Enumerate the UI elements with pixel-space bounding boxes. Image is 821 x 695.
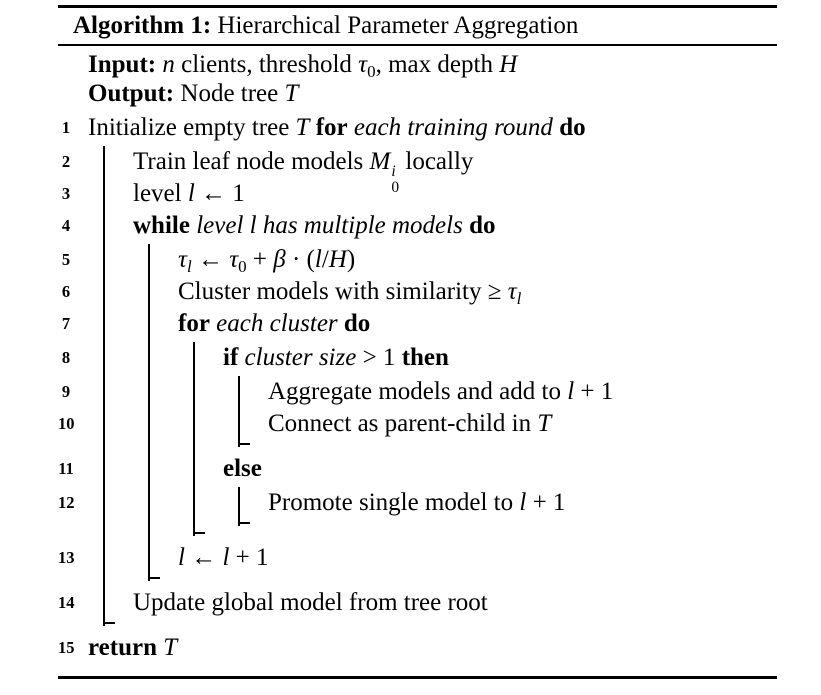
text-segment: if xyxy=(223,344,239,371)
algo-line-6 xyxy=(61,276,777,308)
line-number: 2 xyxy=(61,152,71,171)
text-segment: β xyxy=(273,246,286,273)
text-segment: Train leaf node models xyxy=(133,148,370,175)
algo-line-6-text xyxy=(178,278,522,308)
algo-line-4-text xyxy=(133,212,495,239)
algo-line-13 xyxy=(58,542,777,574)
algorithm-title xyxy=(58,8,777,44)
sup-sub-script: i 0 xyxy=(391,162,400,196)
text-segment: l xyxy=(314,246,322,273)
text-segment: else xyxy=(223,455,262,482)
algo-line-11-text xyxy=(223,455,262,482)
line-number: 9 xyxy=(61,382,71,401)
else-block xyxy=(58,487,777,526)
algo-line-12 xyxy=(58,487,777,519)
text-segment: ← xyxy=(191,246,230,273)
text-segment: + 1 xyxy=(229,544,269,571)
line-number: 4 xyxy=(61,216,71,235)
algo-line-14 xyxy=(58,587,777,619)
text-segment: Connect as parent-child in xyxy=(268,410,538,437)
text-segment: Algorithm 1: xyxy=(73,12,218,39)
text-segment: l xyxy=(186,256,192,276)
text-segment: , max depth xyxy=(375,51,500,78)
text-segment: + xyxy=(246,246,274,273)
algo-line-8-text xyxy=(223,344,449,371)
algo-line-3-text xyxy=(133,180,245,207)
algo-line-7 xyxy=(61,308,777,340)
text-segment: n xyxy=(162,51,175,78)
text-segment: T xyxy=(163,634,178,661)
for-round-block xyxy=(58,146,777,626)
text-segment: + 1 xyxy=(526,489,566,516)
text-segment: ← 1 xyxy=(194,180,245,207)
line-number: 3 xyxy=(61,184,71,203)
text-segment: locally xyxy=(399,148,474,175)
text-segment: then xyxy=(401,344,449,371)
line-number: 7 xyxy=(61,314,71,333)
text-segment: ← xyxy=(184,544,223,571)
text-segment: Initialize empty tree xyxy=(88,114,296,141)
while-block xyxy=(58,244,777,581)
line-number: 6 xyxy=(61,282,71,301)
input-line xyxy=(88,50,777,79)
algo-line-9-text xyxy=(268,378,613,405)
text-segment: l xyxy=(519,489,527,516)
algo-line-5 xyxy=(61,244,777,276)
text-segment: l xyxy=(187,180,195,207)
text-segment: do xyxy=(469,212,496,239)
text-segment: for xyxy=(315,114,348,141)
algo-line-3 xyxy=(61,178,777,210)
line-number: 12 xyxy=(58,493,75,512)
line-number: 1 xyxy=(61,118,71,137)
algorithm-body xyxy=(58,112,777,664)
io-block xyxy=(58,50,777,108)
text-segment: M xyxy=(369,148,391,175)
algo-line-14-text xyxy=(133,589,488,616)
text-segment: Node tree xyxy=(180,80,285,107)
text-segment: l xyxy=(567,378,575,405)
text-segment: do xyxy=(343,310,371,337)
text-segment: H xyxy=(499,51,518,78)
line-number: 10 xyxy=(58,414,75,433)
text-segment: Hierarchical Parameter Aggregation xyxy=(217,12,579,39)
text-segment: cluster size xyxy=(238,344,363,371)
text-segment: 0 xyxy=(367,61,376,81)
line-number: 13 xyxy=(58,548,75,567)
text-segment: / xyxy=(321,246,329,273)
algo-line-1 xyxy=(61,112,777,144)
text-segment: Aggregate models and add to xyxy=(268,378,568,405)
text-segment: clients, threshold xyxy=(174,51,359,78)
algo-line-10 xyxy=(58,408,777,440)
text-segment: H xyxy=(328,246,347,273)
line-number: 8 xyxy=(61,348,71,367)
text-segment: Input: xyxy=(88,51,163,78)
text-segment: Cluster models with similarity ≥ xyxy=(178,278,508,305)
text-segment: τ xyxy=(178,246,187,273)
input-line-text xyxy=(88,51,518,81)
line-number: 5 xyxy=(61,250,71,269)
text-segment: for xyxy=(178,310,210,337)
text-segment: + 1 xyxy=(574,378,614,405)
title-separator-rule xyxy=(58,44,777,46)
algo-line-5-text xyxy=(178,246,356,276)
text-segment: level xyxy=(133,180,188,207)
text-segment: · ( xyxy=(285,246,315,273)
text-segment: while xyxy=(133,212,190,239)
algo-line-11 xyxy=(58,453,777,485)
algorithm-title-text xyxy=(73,12,578,39)
algo-line-10-text xyxy=(268,410,551,437)
algo-line-9 xyxy=(61,376,777,408)
text-segment: level l has multiple models xyxy=(189,212,470,239)
text-segment: T xyxy=(284,80,299,107)
algo-line-8 xyxy=(61,342,777,374)
then-block xyxy=(58,376,777,447)
algo-line-1-text xyxy=(88,114,586,141)
bottom-rule xyxy=(58,676,777,679)
text-segment: τ xyxy=(358,51,368,78)
text-segment: T xyxy=(295,114,310,141)
algo-line-15 xyxy=(58,632,777,664)
output-line-text xyxy=(88,80,298,107)
algo-line-13-text xyxy=(178,544,269,571)
text-segment: return xyxy=(88,634,157,661)
text-segment: τ xyxy=(229,246,239,273)
text-segment: l xyxy=(222,544,230,571)
text-segment: τ xyxy=(507,278,517,305)
text-segment: 0 xyxy=(238,256,247,276)
text-segment: > 1 xyxy=(362,344,402,371)
line-number: 15 xyxy=(58,638,75,657)
line-number: 14 xyxy=(58,593,75,612)
for-cluster-block xyxy=(58,342,777,536)
text-segment: l xyxy=(516,288,522,308)
algo-line-7-text xyxy=(178,310,370,337)
text-segment: ) xyxy=(346,246,356,273)
output-line xyxy=(88,79,777,108)
text-segment: Promote single model to xyxy=(268,489,520,516)
line-number: 11 xyxy=(58,459,74,478)
algo-line-12-text xyxy=(268,489,565,516)
text-segment: each cluster xyxy=(209,310,344,337)
text-segment: Update global model from tree root xyxy=(133,589,488,616)
text-segment: do xyxy=(559,114,586,141)
text-segment: T xyxy=(537,410,552,437)
text-segment: Output: xyxy=(88,80,181,107)
algo-line-4 xyxy=(61,210,777,242)
text-segment: l xyxy=(178,544,185,571)
algo-line-15-text xyxy=(88,634,177,661)
text-segment: each training round xyxy=(347,114,560,141)
